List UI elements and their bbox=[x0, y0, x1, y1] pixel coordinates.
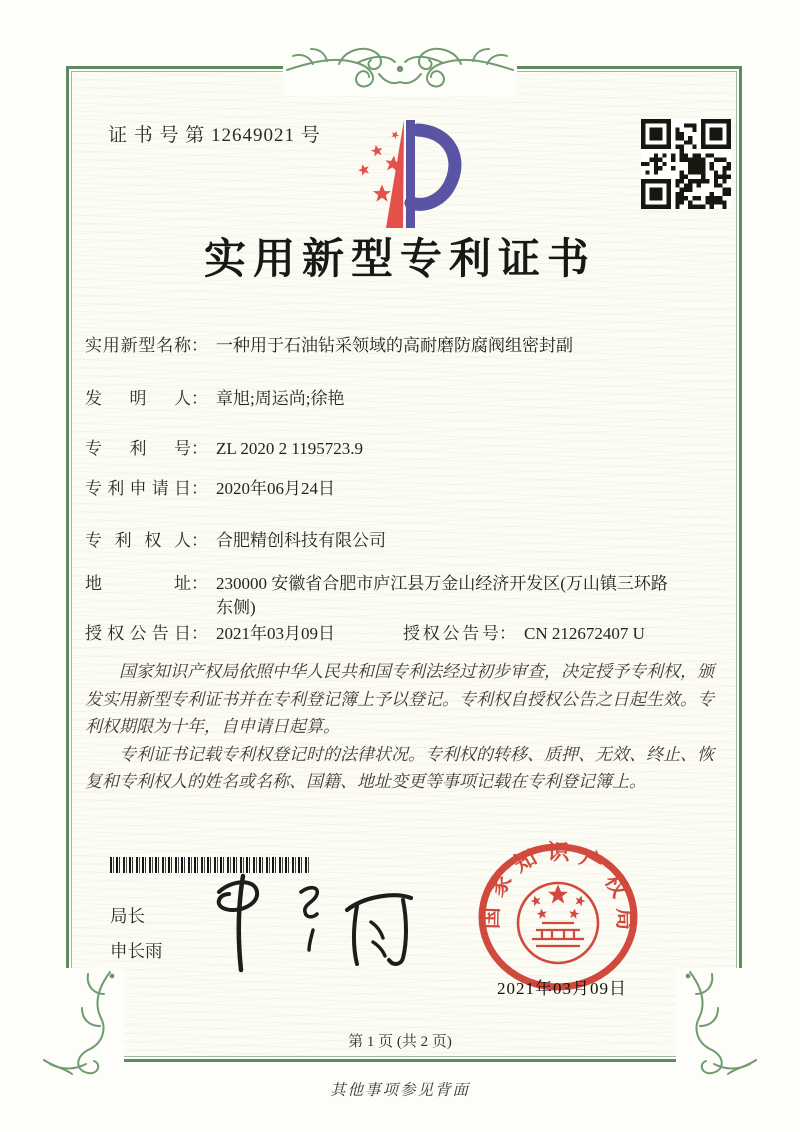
grant-date: 2021年03月09日 bbox=[216, 624, 335, 643]
field-colon: ： bbox=[191, 439, 208, 458]
field-colon: ： bbox=[191, 479, 208, 498]
field-colon: ： bbox=[191, 574, 208, 593]
field-colon: ： bbox=[499, 624, 516, 643]
field-row-name bbox=[85, 334, 725, 358]
application-date: 2020年06月24日 bbox=[216, 479, 335, 498]
grant-number: CN 212672407 U bbox=[524, 624, 645, 643]
field-label: 专利权人 bbox=[85, 531, 191, 550]
seal-date: 2021年03月09日 bbox=[497, 979, 627, 998]
field-colon: ： bbox=[191, 531, 208, 550]
grant-number-group bbox=[403, 622, 645, 646]
fields-section bbox=[85, 334, 725, 646]
legal-paragraph-2: 专利证书记载专利权登记时的法律状况。专利权的转移、质押、无效、终止、恢复和专利权人的姓名或名称、国籍、地址变更等事项记载在专利登记簿上。 bbox=[85, 744, 714, 791]
field-colon: ： bbox=[191, 336, 208, 355]
field-row-patentee bbox=[85, 529, 725, 553]
back-side-note: 其他事项参见背面 bbox=[329, 1082, 470, 1099]
certificate-title: 实用新型专利证书 bbox=[203, 237, 596, 283]
legal-paragraph-1: 国家知识产权局依照中华人民共和国专利法经过初步审查，决定授予专利权，颁发实用新型专利证书并在专利登记簿上予以登记。专利权自授权公告之日起生效。专利权期限为十年，自申请日起算。 bbox=[85, 662, 714, 736]
field-label: 实用新型名称 bbox=[85, 336, 191, 355]
top-flourish-ornament-icon bbox=[283, 40, 517, 96]
cnipa-logo-icon bbox=[340, 108, 490, 245]
seal-text: 国家知识产权局 bbox=[477, 839, 639, 931]
bottom-left-flourish-ornament-icon bbox=[38, 968, 124, 1080]
director-signature bbox=[205, 866, 420, 983]
field-colon: ： bbox=[191, 624, 208, 643]
utility-model-name: 一种用于石油钻采领域的高耐磨防腐阀组密封副 bbox=[216, 336, 573, 355]
page-number: 第 1 页 (共 2 页) bbox=[348, 1034, 452, 1050]
director-title: 局长 bbox=[110, 906, 145, 926]
patentee: 合肥精创科技有限公司 bbox=[216, 531, 386, 550]
field-label: 授权公告号 bbox=[403, 624, 499, 643]
field-row-grant bbox=[85, 622, 725, 646]
field-row-application-date bbox=[85, 477, 725, 501]
qr-code bbox=[641, 119, 731, 209]
legal-text-section bbox=[85, 658, 721, 796]
patentee-address: 230000 安徽省合肥市庐江县万金山经济开发区(万山镇三环路东侧) bbox=[216, 574, 668, 617]
field-row-patent-no bbox=[85, 437, 725, 461]
bottom-right-flourish-ornament-icon bbox=[676, 968, 762, 1080]
field-row-inventors bbox=[85, 387, 725, 411]
field-label: 专利号 bbox=[85, 439, 191, 458]
field-label: 专利申请日 bbox=[85, 479, 191, 498]
director-name: 申长雨 bbox=[110, 941, 163, 961]
field-label: 发明人 bbox=[85, 389, 191, 408]
inventors: 章旭;周运尚;徐艳 bbox=[216, 389, 345, 408]
field-colon: ： bbox=[191, 389, 208, 408]
field-label: 授权公告日 bbox=[85, 624, 191, 643]
field-row-address bbox=[85, 572, 725, 620]
patent-number: ZL 2020 2 1195723.9 bbox=[216, 439, 364, 458]
field-label: 地址 bbox=[85, 574, 191, 593]
certificate-number: 证 书 号 第 12649021 号 bbox=[108, 125, 321, 146]
